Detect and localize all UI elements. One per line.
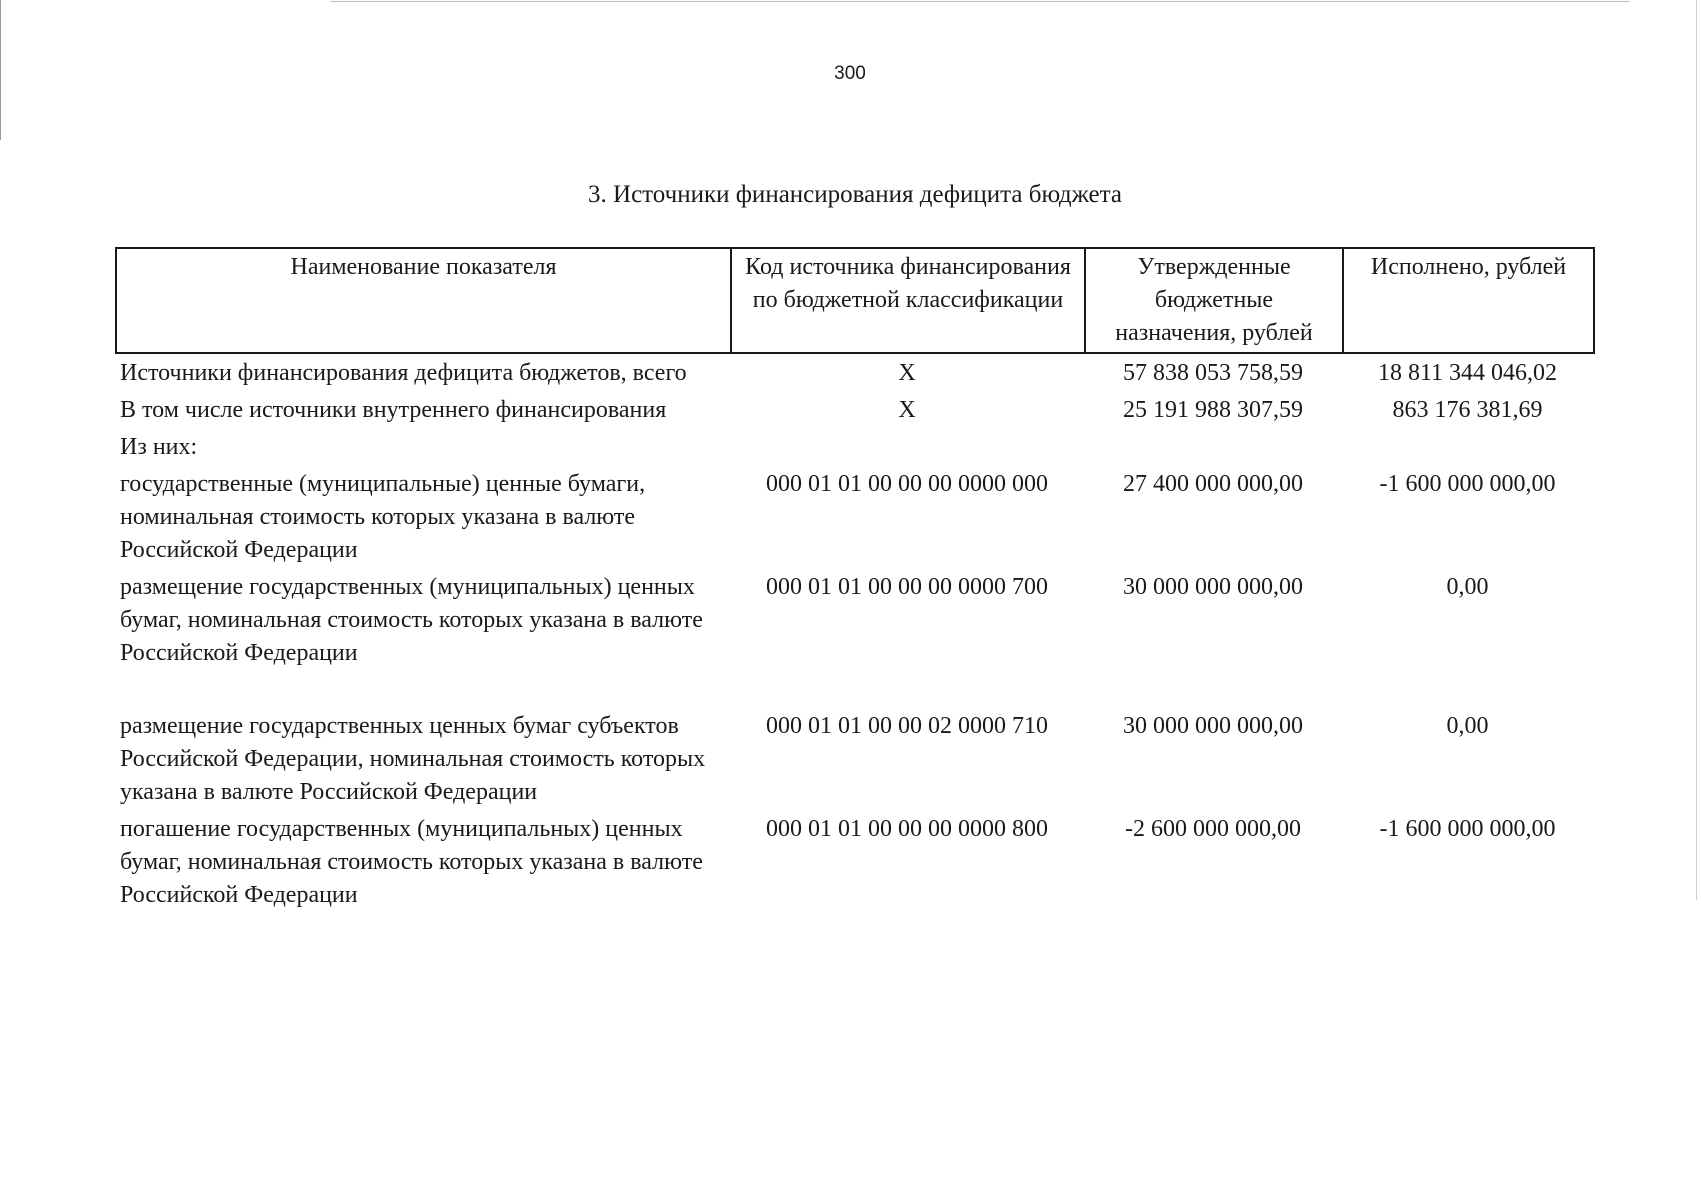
table-row: [116, 468, 1594, 571]
row-approved: 30 000 000 000,00: [1123, 574, 1303, 600]
section-title: 3. Источники финансирования дефицита бюджета: [588, 181, 1122, 208]
header-executed-amount: Исполнено, рублей: [1343, 248, 1594, 353]
page-number: 300: [834, 63, 866, 84]
row-name: Источники финансирования дефицита бюджетов, всего: [120, 360, 687, 386]
row-code: X: [898, 360, 916, 386]
row-approved: 27 400 000 000,00: [1123, 471, 1303, 497]
header-source-code: Код источника финансирования по бюджетной классификации: [731, 248, 1085, 353]
row-name: размещение государственных (муниципальных) ценных бумаг, номинальная стоимость которых указана в валюте Российской Федерации: [120, 574, 703, 666]
scan-left-edge: [0, 0, 1, 140]
row-name: размещение государственных ценных бумаг субъектов Российской Федерации, номинальная стоимость которых указана в валюте Российской Федерации: [120, 713, 706, 805]
row-approved: 30 000 000 000,00: [1123, 713, 1303, 739]
scan-right-edge: [1696, 0, 1697, 900]
row-approved: 57 838 053 758,59: [1123, 360, 1303, 386]
row-code: 000 01 01 00 00 00 0000 800: [766, 816, 1048, 842]
row-executed: 0,00: [1446, 574, 1489, 600]
table-row: [116, 394, 1594, 431]
row-executed: [1343, 431, 1594, 468]
row-name: В том числе источники внутреннего финансирования: [120, 397, 667, 423]
row-executed: 863 176 381,69: [1392, 397, 1543, 423]
row-executed: -1 600 000 000,00: [1379, 816, 1556, 842]
row-code: [731, 431, 1085, 468]
row-code: 000 01 01 00 00 00 0000 700: [766, 574, 1048, 600]
table-row: [116, 813, 1594, 916]
row-approved: -2 600 000 000,00: [1125, 816, 1301, 842]
table-row: [116, 353, 1594, 394]
row-spacer: [116, 674, 1594, 710]
row-name: государственные (муниципальные) ценные бумаги, номинальная стоимость которых указана в валюте Российской Федерации: [120, 471, 646, 563]
header-indicator-name: Наименование показателя: [116, 248, 731, 353]
row-executed: 18 811 344 046,02: [1377, 360, 1558, 386]
table-header-row: [116, 248, 1594, 353]
table-row: [116, 710, 1594, 813]
row-approved: 25 191 988 307,59: [1123, 397, 1303, 423]
row-code: 000 01 01 00 00 00 0000 000: [766, 471, 1048, 497]
header-approved-amount: Утвержденные бюджетные назначения, рублей: [1085, 248, 1343, 353]
table-row: [116, 431, 1594, 468]
row-name: Из них:: [120, 434, 198, 460]
row-executed: -1 600 000 000,00: [1379, 471, 1556, 497]
row-code: 000 01 01 00 00 02 0000 710: [766, 713, 1048, 739]
scan-top-edge: [330, 1, 1630, 2]
table-row: [116, 571, 1594, 674]
row-name: погашение государственных (муниципальных) ценных бумаг, номинальная стоимость которых указана в валюте Российской Федерации: [120, 816, 703, 908]
row-code: X: [898, 397, 916, 423]
row-executed: 0,00: [1446, 713, 1489, 739]
financing-sources-table: [115, 247, 1595, 916]
row-approved: [1085, 431, 1343, 468]
